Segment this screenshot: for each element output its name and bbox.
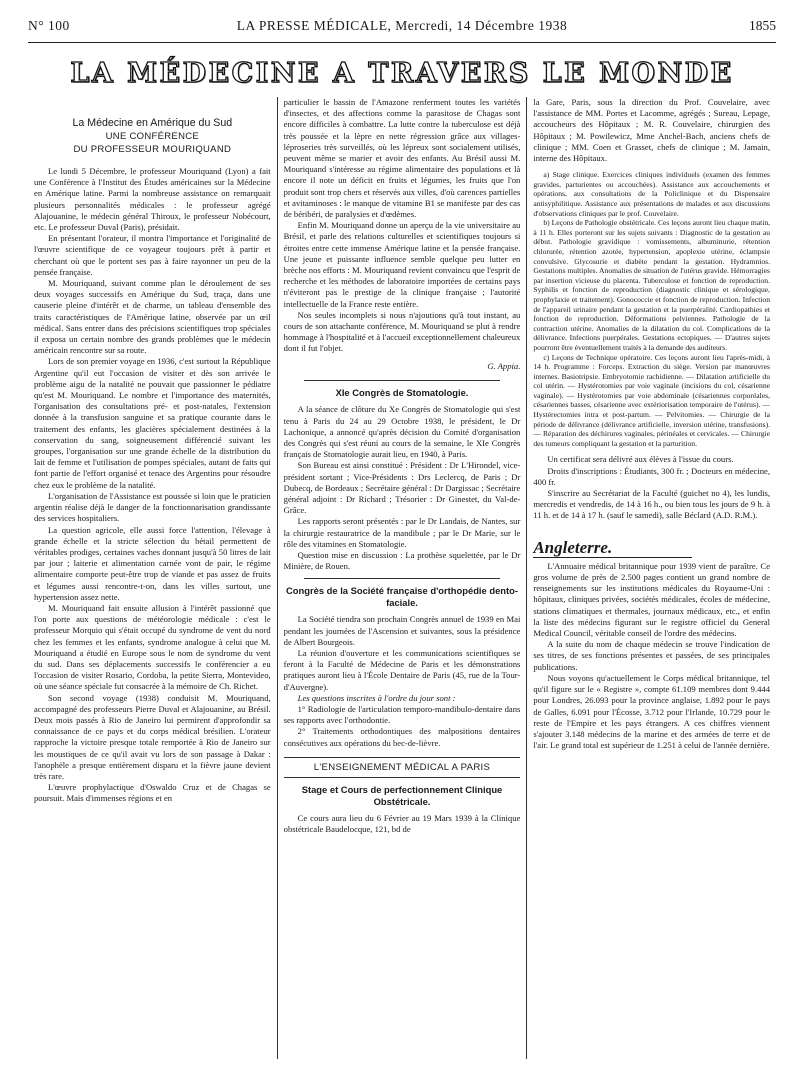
paragraph: La question agricole, elle aussi force l'attention, l'élevage à grande échelle et la stricte sélection du bétail permettent de véritables prodiges, certaines vaches donnant jusqu'à 50 litres de lait par jour ; laiterie et alimentation carnée vont de pair, le régime alimentaire comporte peut-être trop de viande et pas assez de fruits et légumes aussi rencontre-t-on, dans les villes surtout, une hypertension assez nette.: [34, 524, 271, 602]
paragraph: Les rapports seront présentés : par le Dr Landais, de Nantes, sur la chirurgie restauratrice de la mandibule ; par le Dr Marie, sur le rôle des vitamines en Stomatologie.: [283, 516, 521, 549]
paragraph: La Société tiendra son prochain Congrès annuel de 1939 en Mai pendant les journées de l'Ascension et suivantes, sous la présidence de Albert Bourgeois.: [283, 614, 521, 647]
paragraph: 1° Radiologie de l'articulation temporo-mandibulo-dentaire dans ses rapports avec l'orthodontie.: [283, 704, 521, 726]
enseignement-heading: L'ENSEIGNEMENT MÉDICAL A PARIS: [284, 757, 521, 778]
paragraph: L'Annuaire médical britannique pour 1939 vient de paraître. Ce gros volume de près de 2.500 pages contient un grand nombre de renseignements sur les institutions médicales du Royaume-Uni : hôpitaux, cliniques privées, sociétés médicales, écoles de médecine, stations climatiques et thermales, journaux médicaux, etc., et enfin la liste des médecins figurant sur le registre officiel du General Medical Council, véritable conseil de l'ordre des médecins.: [533, 560, 771, 639]
column-2: [278, 97, 528, 1059]
article-body: [34, 166, 271, 805]
paragraph: Enfin M. Mouriquand donne un aperçu de la vie universitaire au Brésil, et parle des relations culturelles et scientifiques toujours si étroites entre cette immense Amérique latine et la pensée française. Une jeune et puissante influence semble quelque peu lutter en brèche nos efforts : M. Mouriquand revient convaincu que l'esprit de recherche et les méthodes de laboratoire importées de certains pays n'éviteront pas le prestige de la clinique française ; l'autorité intellectuelle de la France reste entière.: [283, 220, 521, 309]
paragraph: Son Bureau est ainsi constitué : Président : Dr L'Hirondel, vice-président sortant ; Vice-Présidents : Drs Leclercq, de Paris ; Dr Dubecq, de Bordeaux ; Secrétaire général : Dr Dargissac ; Secrétaire général adjoint : Dr Richard ; Trésorier : Dr Ginestet, du Val-de-Grâce.: [283, 460, 521, 516]
orthopedics-heading: Congrès de la Société française d'orthopédie dento-faciale.: [286, 585, 518, 608]
stage-heading: Stage et Cours de perfectionnement Clinique Obstétricale.: [301, 784, 503, 807]
paragraph: Ce cours aura lieu du 6 Février au 19 Mars 1939 à la Clinique obstétricale Baudelocque, 121, bd de: [283, 813, 521, 835]
article-title: La Médecine en Amérique du Sud: [72, 117, 233, 129]
paragraph: particulier le bassin de l'Amazone renferment toutes les variétés d'insectes, et des affections comme la parasitose de Chagas sont encore difficiles à combattre. La lutte contre la tuberculose est déjà très poussée et la lèpre en nette régression grâce aux villages-léproseries très surveillés, où les lépreux sont socialement utilisés, peuvent même se marier et avoir des enfants. Au Brésil aussi M. Mouriquand s'intéresse au régime alimentaire des populations et là encore il note un déficit en fruits et légumes, les fruits que l'on produit sont trop chers et réservés aux villes, d'où carences partielles et avitaminoses : le manque de vitamine B1 se manifeste par des cas de béribéri, de paralysies et d'œdèmes.: [283, 97, 521, 220]
paragraph: Le lundi 5 Décembre, le professeur Mouriquand (Lyon) a fait une Conférence à l'Institut des Études américaines sur la Médecine en Amérique latine. Parmi la nombreuse assistance on remarquait plusieurs personnalités médicales : le professeur agrégé Alajouanine, le médecin général Thiroux, le professeur Nobécourt, etc. Le professeur Duval (Paris), présidait.: [34, 166, 271, 233]
paragraph: M. Mouriquand fait ensuite allusion à l'intérêt passionné que l'on porte aux questions de météorologie médicale : c'est le professeur Morquio qui s'était occupé du syndrome de vent du nord chez les femmes et les enfants, syndrome analogue à celui que M. Mouriquand a étudié en Europe sous le nom de syndrome du vent du sud. Dans ses déplacements successifs le conférencier a eu l'occasion de visiter Rosario, Cordoba, la petite Sierra, Montevideo, où une séance spéciale fut consacrée à la mémoire de Ch. Richet.: [34, 602, 271, 692]
paragraph: En présentant l'orateur, il montra l'importance et l'originalité de l'œuvre scientifique de ce voyageur toujours prêt à partir et cherchant où que le portent ses pas à faire rayonner un peu de la pensée française.: [34, 233, 271, 277]
paragraph: 2° Traitements orthodontiques des malpositions dentaires consécutives aux opérations du bec-de-lièvre.: [283, 726, 521, 748]
article-columns: [28, 97, 776, 1059]
section-banner: LA MÉDECINE A TRAVERS LE MONDE: [70, 58, 734, 89]
journal-date: LA PRESSE MÉDICALE, Mercredi, 14 Décembre 1938: [236, 18, 568, 33]
article-subtitle: DU PROFESSEUR MOURIQUAND: [73, 144, 232, 155]
paragraph: A la suite du nom de chaque médecin se trouve l'indication de ses titres, de ses fonctions présentes et passées, de ses principales publications.: [533, 639, 771, 672]
program-item: c) Leçons de Technique opératoire. Ces leçons auront lieu l'après-midi, à 14 h. Programme : Forceps. Extraction du siège. Version par manœuvres internes. Basiotripsie. Embryotomie rachidienne. — Dilatation artificielle du col utérin. — Hystérotomies par voie vaginale (incisions du col, césarienne vaginale). — Hystérotomies par voie abdominale (césariennes corporéales, césariennes basses, césarienne avec extériorisation temporaire de l'utérus). — Hystérectomies intra et post-partum. — Pelvitomies. — Chirurgie de la période de délivrance (délivrance artificielle, inversion utérine, transfusions). — Réparation des déchirures vaginales, périnéales et cervicales. — Chirurgie des tumeurs compliquant la gestation et la parturition.: [533, 352, 771, 448]
paragraph: Nos seules incomplets si nous n'ajoutions qu'à tout instant, au cours de son attachante conférence, M. Mouriquand se plut à rendre hommage à l'hospitalité et à l'accueil exceptionnellement chaleureux dont il fut l'objet.: [283, 309, 521, 354]
paragraph: Question mise en discussion : La prothèse squelettée, par le Dr Minière, de Rouen.: [283, 550, 521, 572]
paragraph: Droits d'inscriptions : Étudiants, 300 fr. ; Docteurs en médecine, 400 fr.: [533, 465, 771, 487]
running-header: [28, 14, 776, 40]
registration-info: [533, 454, 770, 521]
paragraph: L'organisation de l'Assistance est poussée si loin que le praticien argentin réalise déjà le danger de la fonctionnarisation grandissante des services hospitaliers.: [34, 490, 271, 524]
column-3: [527, 97, 776, 1059]
program-item: b) Leçons de Pathologie obstétricale. Ces leçons auront lieu chaque matin, à 11 h. Elles porteront sur les sujets suivants : Diagnostic de la gestation au début. Pathologie gravidique : vomissements, albuminurie, rétention chlorurée, rétention azotée, hypertension, apoplexie utérine, éclampsie convulsive. Glycosurie et diabète pendant la gestation. Hydramnios. Gestations multiples. Anomalies de situation de l'utérus gravide. Hémorragies par insertion vicieuse du placenta. Tuberculose et fonction de reproduction. Syphilis et fonction de reproduction (diagnostic clinique et sérologique, prophylaxie et traitement). Gonococcie et fonction de reproduction. Infection de l'appareil urinaire pendant la gestation et la puerpéralité. Cardiopathies et fonction de reproduction. Déformations pelviennes. Pathologie de la contraction utérine. Anomalies de la dilatation du col. Complications de la délivrance. Infections puerpérales. Gestations ectopiques. — D'autres sujets pourront être éventuellement traités à la demande des auditeurs.: [533, 218, 771, 352]
stomatology-heading: XIe Congrès de Stomatologie.: [335, 386, 469, 398]
column-1: [28, 97, 278, 1059]
journal-page: [28, 14, 776, 1074]
paragraph: Nous voyons qu'actuellement le Corps médical britannique, tel qu'il figure sur le « Registre », compte 61.109 membres dont 9.444 pour Londres, 26.093 pour la province anglaise, 1.892 pour le pays de Galles, 6.091 pour l'Écosse, 3.712 pour l'Irlande, 10.729 pour le reste de l'Empire et les pays étrangers. A ces chiffres viennent s'ajouter 3.148 médecins de la marine et des armées de terre et de l'air. Le grand total est supérieur de 1.251 à celui de l'année dernière.: [533, 672, 771, 751]
program-item: a) Stage clinique. Exercices cliniques individuels (examen des femmes gravides, parturientes ou accouchées). Assistance aux accouchements et opérations, aux consultations de la Policlinique et du Dispensaire antisyphilitique. Assistance aux présentations de malades et aux discussions d'observations cliniques par le prof. Couvelaire.: [533, 170, 771, 218]
divider: [304, 578, 501, 579]
article-heading: [34, 117, 271, 156]
paragraph: L'œuvre prophylactique d'Oswaldo Cruz et de Chagas se poursuit. Mais d'immenses régions et en: [34, 782, 271, 804]
paragraph: La réunion d'ouverture et les communications scientifiques se feront à la Faculté de Médecine de Paris et les démonstrations pratiques auront lieu à l'École Dentaire de Paris (45, rue de la Tour-d'Auvergne).: [283, 648, 521, 692]
paragraph: Lors de son premier voyage en 1936, c'est surtout la République Argentine qu'il eut l'occasion de visiter et dès son arrivée le problème aigu de la natalité ne pouvait que passionner le pédiatre qu'est M. Mouriquand. Le nombre et l'importance des maternités, l'organisation des consultations pré- et post-natales, l'extension donnée à la transfusion sanguine et sa pratique courante dans le traitement des enfants, les glacières spécialement destinées à la conservation du sang, soigneusement différencié suivant les groupes, l'organisation sur une grande échelle de la distribution du lait de femme et l'utilisation de pompes spéciales, autant de faits qui font partie de l'effort organisé et tenace des Argentins pour résoudre chez eux le problème de la natalité.: [34, 356, 271, 490]
paragraph: Un certificat sera délivré aux élèves à l'issue du cours.: [547, 454, 734, 465]
paragraph: Les questions inscrites à l'ordre du jour sont :: [297, 692, 456, 703]
course-program: [533, 170, 770, 448]
paragraph: S'inscrire au Secrétariat de la Faculté (guichet no 4), les lundis, mercredis et vendredis, de 14 à 16 h., ou bien tous les jours de 9 h. à 11 h. et de 14 à 17 h. (sauf le samedi), salle Béclard (A.D. R.M.).: [533, 488, 771, 521]
divider: [304, 380, 501, 381]
article-subtitle: UNE CONFÉRENCE: [105, 131, 200, 142]
paragraph: la Gare, Paris, sous la direction du Prof. Couvelaire, avec l'assistance de MM. Portes et Lacomme, agrégés ; Sureau, Lepage, accoucheurs des Hôpitaux ; M. R. Couvelaire, chirurgien des Hôpitaux ; M. Powilewicz, Mme Anchel-Bach, anciens chefs de clinique ; MM. Coen et Grasset, chefs de clinique ; M. Jamain, interne des Hôpitaux.: [533, 97, 771, 164]
paragraph: M. Mouriquand, suivant comme plan le déroulement de ses deux voyages successifs en Amérique du Sud, traça, dans une causerie pleine d'intérêt et de charme, un tableau d'ensemble des traits caractéristiques de l'Amérique latine, observée par un œil médical. Sans entrer dans des précisions scientifiques trop spéciales il exposa un certain nombre des grands problèmes que le médecin américain rencontre sur sa route.: [34, 278, 271, 356]
author-signature: G. Appia.: [487, 360, 521, 371]
page-number: 1855: [749, 18, 776, 33]
paragraph: A la séance de clôture du Xe Congrès de Stomatologie qui s'est tenu à Paris du 24 au 29 Octobre 1938, le président, le Dr Lachonique, a annoncé qu'après décision du Comité d'organisation des Congrès qui s'est réuni au cours de la semaine, le XIe Congrès français de Stomatologie aurait lieu, en 1940, à Paris.: [283, 404, 521, 460]
angleterre-heading: [533, 537, 770, 557]
issue-number: N° 100: [28, 18, 70, 33]
paragraph: Son second voyage (1938) conduisit M. Mouriquand, accompagné des professeurs Pierre Duval et Alajouanine, au Brésil. Deux mois passés à Rio de Janeiro lui permirent d'approfondir sa connaissance de ce pays et du corps médical brésilien. L'orateur rapproche la victoire presque totale remportée à Rio de Janeiro sur les moustiques de ce qu'il avait vu lors de son passage à Dakar : l'anophèle a presque entièrement disparu et la fièvre jaune devient très rare.: [34, 692, 271, 781]
header-rule: [28, 42, 776, 43]
angleterre-title: Angleterre.: [533, 538, 692, 558]
